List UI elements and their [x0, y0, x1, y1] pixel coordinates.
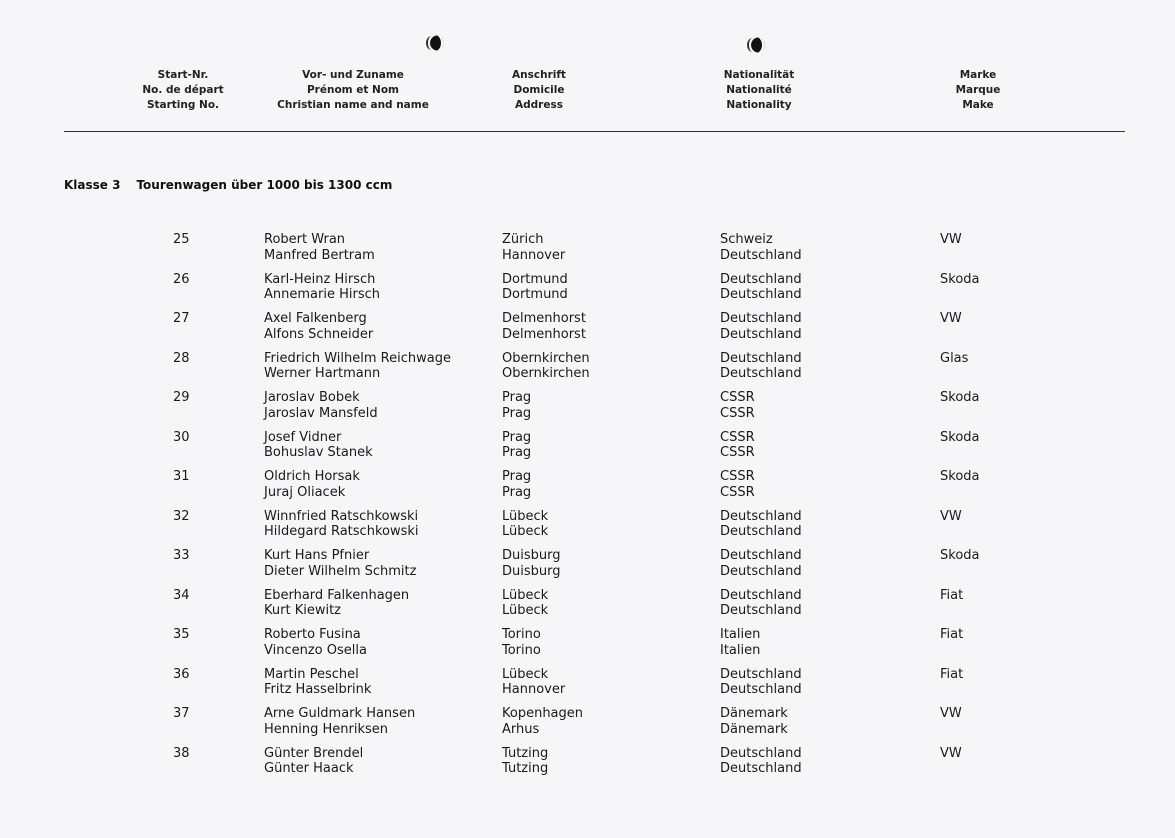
driver-names — [264, 746, 363, 777]
start-number — [173, 351, 190, 367]
header-line: Anschrift — [512, 69, 566, 81]
addresses-line: Tutzing — [502, 745, 549, 761]
nationalities — [720, 627, 760, 658]
addresses — [502, 232, 565, 263]
car-make-line: Glas — [940, 350, 969, 366]
header-line: Christian name and name — [277, 99, 429, 111]
entry-row — [0, 311, 1175, 351]
start-number-line: 26 — [173, 271, 190, 287]
addresses-line: Prag — [502, 469, 532, 484]
addresses-line: Lübeck — [502, 508, 549, 524]
header-line: Domicile — [513, 84, 565, 96]
car-make — [940, 469, 980, 485]
driver-names — [264, 588, 409, 619]
addresses-line: Lübeck — [502, 666, 549, 682]
driver-names-line: Jaroslav Bobek — [264, 390, 360, 405]
car-make-line: VW — [940, 706, 962, 721]
entry-row — [0, 667, 1175, 707]
driver-names-line: Karl-Heinz Hirsch — [264, 271, 376, 287]
car-make — [940, 588, 963, 604]
start-number-line: 36 — [173, 666, 190, 682]
driver-names-line: Hildegard Ratschkowski — [264, 524, 419, 539]
nationalities-line: Deutschland — [720, 603, 802, 618]
nationalities — [720, 469, 755, 500]
nationalities — [720, 667, 802, 698]
addresses — [502, 509, 548, 540]
nationalities — [720, 548, 802, 579]
header-address — [489, 68, 589, 113]
driver-names-line: Manfred Bertram — [264, 247, 375, 263]
start-number — [173, 588, 190, 604]
driver-names-line: Axel Falkenberg — [264, 311, 367, 326]
addresses-line: Tutzing — [502, 761, 549, 776]
nationalities-line: Deutschland — [720, 587, 802, 603]
punch-hole-left — [428, 34, 444, 52]
driver-names-line: Jaroslav Mansfeld — [264, 405, 378, 421]
car-make — [940, 390, 980, 406]
addresses — [502, 746, 548, 777]
addresses-line: Lübeck — [502, 524, 549, 539]
driver-names — [264, 430, 373, 461]
addresses — [502, 430, 531, 461]
start-number — [173, 706, 190, 722]
addresses-line: Lübeck — [502, 603, 549, 618]
nationalities-line: Deutschland — [720, 247, 802, 263]
start-number-line: 32 — [173, 508, 190, 524]
addresses-line: Obernkirchen — [502, 350, 590, 366]
start-number-line: 31 — [173, 469, 190, 484]
addresses — [502, 311, 586, 342]
addresses-line: Duisburg — [502, 548, 561, 563]
header-line: Vor- und Zuname — [302, 69, 404, 81]
driver-names-line: Kurt Hans Pfnier — [264, 548, 370, 563]
nationalities-line: Deutschland — [720, 548, 802, 563]
header-name — [268, 68, 438, 113]
car-make — [940, 311, 962, 327]
nationalities — [720, 272, 802, 303]
header-line: No. de départ — [142, 84, 224, 96]
driver-names-line: Dieter Wilhelm Schmitz — [264, 563, 417, 579]
driver-names — [264, 232, 375, 263]
start-number — [173, 627, 190, 643]
addresses-line: Hannover — [502, 247, 566, 263]
addresses-line: Prag — [502, 484, 532, 500]
entry-row — [0, 627, 1175, 667]
car-make — [940, 627, 963, 643]
driver-names-line: Annemarie Hirsch — [264, 287, 380, 302]
nationalities-line: Schweiz — [720, 232, 773, 247]
header-line: Start-Nr. — [157, 69, 209, 81]
addresses-line: Dortmund — [502, 271, 568, 287]
nationalities-line: Deutschland — [720, 761, 802, 776]
header-line: Nationality — [726, 99, 792, 111]
addresses-line: Zürich — [502, 232, 544, 247]
addresses-line: Delmenhorst — [502, 311, 586, 326]
start-number-line: 27 — [173, 311, 190, 326]
driver-names-line: Fritz Hasselbrink — [264, 682, 372, 697]
addresses-line: Kopenhagen — [502, 706, 584, 721]
start-number — [173, 548, 190, 564]
start-number — [173, 667, 190, 683]
start-number-line: 38 — [173, 745, 190, 761]
addresses-line: Prag — [502, 429, 532, 445]
nationalities-line: Italien — [720, 627, 761, 642]
start-number — [173, 232, 190, 248]
driver-names — [264, 548, 416, 579]
entry-list — [0, 232, 1175, 785]
nationalities-line: CSSR — [720, 405, 755, 421]
start-number — [173, 469, 190, 485]
class-title: Tourenwagen über 1000 bis 1300 ccm — [136, 178, 393, 192]
driver-names-line: Friedrich Wilhelm Reichwage — [264, 350, 451, 366]
start-number-line: 33 — [173, 548, 190, 563]
car-make — [940, 746, 962, 762]
header-make — [938, 68, 1018, 113]
car-make — [940, 667, 963, 683]
start-number-line: 30 — [173, 429, 190, 445]
nationalities-line: Deutschland — [720, 326, 802, 342]
addresses — [502, 469, 531, 500]
entry-row — [0, 272, 1175, 312]
car-make-line: Skoda — [940, 469, 980, 484]
car-make — [940, 548, 980, 564]
start-number — [173, 430, 190, 446]
header-divider — [64, 131, 1125, 132]
start-number — [173, 272, 190, 288]
nationalities — [720, 351, 802, 382]
addresses — [502, 548, 561, 579]
nationalities — [720, 311, 802, 342]
addresses-line: Prag — [502, 390, 532, 405]
start-number-line: 35 — [173, 627, 190, 642]
addresses — [502, 351, 590, 382]
addresses-line: Torino — [502, 627, 541, 642]
header-line: Prénom et Nom — [306, 84, 400, 96]
driver-names — [264, 509, 419, 540]
addresses-line: Arhus — [502, 721, 540, 737]
entry-row — [0, 351, 1175, 391]
nationalities-line: Dänemark — [720, 721, 788, 737]
addresses-line: Prag — [502, 405, 532, 421]
nationalities-line: CSSR — [720, 484, 755, 500]
entry-row — [0, 509, 1175, 549]
driver-names-line: Günter Brendel — [264, 745, 364, 761]
addresses-line: Obernkirchen — [502, 366, 590, 381]
start-number — [173, 390, 190, 406]
driver-names-line: Oldrich Horsak — [264, 469, 360, 484]
car-make-line: Skoda — [940, 271, 980, 287]
car-make-line: VW — [940, 232, 962, 247]
driver-names-line: Eberhard Falkenhagen — [264, 587, 410, 603]
header-line: Nationalität — [723, 69, 795, 81]
driver-names — [264, 706, 415, 737]
start-number-line: 37 — [173, 706, 190, 721]
header-line: Starting No. — [146, 99, 220, 111]
driver-names-line: Juraj Oliacek — [264, 484, 346, 500]
driver-names-line: Günter Haack — [264, 761, 354, 776]
car-make-line: VW — [940, 745, 962, 761]
nationalities-line: Deutschland — [720, 666, 802, 682]
car-make — [940, 351, 968, 367]
driver-names — [264, 627, 367, 658]
nationalities-line: Deutschland — [720, 682, 802, 697]
entry-row — [0, 430, 1175, 470]
nationalities — [720, 430, 755, 461]
nationalities — [720, 706, 788, 737]
nationalities-line: Deutschland — [720, 311, 802, 326]
addresses — [502, 272, 568, 303]
driver-names-line: Kurt Kiewitz — [264, 603, 341, 618]
addresses — [502, 706, 583, 737]
class-heading — [64, 178, 408, 192]
driver-names-line: Bohuslav Stanek — [264, 445, 373, 460]
start-number-line: 34 — [173, 587, 190, 603]
start-number — [173, 311, 190, 327]
entry-row — [0, 469, 1175, 509]
car-make-line: Skoda — [940, 548, 980, 563]
driver-names — [264, 311, 373, 342]
addresses — [502, 667, 565, 698]
driver-names-line: Vincenzo Osella — [264, 642, 367, 658]
class-label: Klasse 3 — [64, 178, 121, 192]
driver-names-line: Winnfried Ratschkowski — [264, 508, 419, 524]
addresses-line: Dortmund — [502, 287, 568, 302]
nationalities-line: CSSR — [720, 429, 755, 445]
driver-names-line: Werner Hartmann — [264, 366, 381, 381]
start-number-line: 29 — [173, 390, 190, 405]
entry-row — [0, 706, 1175, 746]
car-make-line: Fiat — [940, 666, 964, 682]
nationalities-line: Italien — [720, 642, 761, 658]
addresses-line: Prag — [502, 445, 532, 460]
nationalities — [720, 746, 802, 777]
nationalities-line: Deutschland — [720, 366, 802, 381]
nationalities-line: CSSR — [720, 445, 755, 460]
nationalities-line: Deutschland — [720, 745, 802, 761]
addresses-line: Lübeck — [502, 587, 549, 603]
driver-names-line: Roberto Fusina — [264, 627, 361, 642]
driver-names-line: Josef Vidner — [264, 429, 342, 445]
nationalities — [720, 390, 755, 421]
nationalities — [720, 509, 802, 540]
start-number-line: 25 — [173, 232, 190, 247]
nationalities-line: Deutschland — [720, 271, 802, 287]
car-make — [940, 706, 962, 722]
start-number — [173, 746, 190, 762]
car-make-line: Fiat — [940, 627, 964, 642]
driver-names-line: Alfons Schneider — [264, 326, 374, 342]
driver-names-line: Arne Guldmark Hansen — [264, 706, 416, 721]
driver-names-line: Robert Wran — [264, 232, 346, 247]
entry-row — [0, 548, 1175, 588]
header-line: Address — [515, 99, 563, 111]
entry-row — [0, 746, 1175, 786]
nationalities — [720, 232, 802, 263]
header-line: Make — [962, 99, 994, 111]
car-make — [940, 272, 980, 288]
addresses-line: Torino — [502, 642, 541, 658]
nationalities-line: Deutschland — [720, 563, 802, 579]
car-make — [940, 430, 980, 446]
nationalities-line: CSSR — [720, 469, 755, 484]
driver-names — [264, 272, 380, 303]
header-line: Marque — [955, 84, 1001, 96]
header-start-no — [123, 68, 243, 113]
car-make-line: Skoda — [940, 390, 980, 405]
start-number — [173, 509, 190, 525]
car-make — [940, 232, 962, 248]
entry-row — [0, 390, 1175, 430]
driver-names — [264, 351, 451, 382]
header-nationality — [704, 68, 814, 113]
car-make — [940, 509, 962, 525]
driver-names-line: Henning Henriksen — [264, 721, 388, 737]
car-make-line: Skoda — [940, 429, 980, 445]
driver-names — [264, 469, 360, 500]
car-make-line: VW — [940, 508, 962, 524]
nationalities-line: Deutschland — [720, 508, 802, 524]
nationalities — [720, 588, 802, 619]
addresses-line: Hannover — [502, 682, 566, 697]
entry-row — [0, 588, 1175, 628]
driver-names — [264, 667, 371, 698]
nationalities-line: Deutschland — [720, 350, 802, 366]
addresses — [502, 390, 531, 421]
addresses — [502, 588, 548, 619]
nationalities-line: Deutschland — [720, 524, 802, 539]
addresses-line: Duisburg — [502, 563, 561, 579]
nationalities-line: Deutschland — [720, 287, 802, 302]
addresses — [502, 627, 541, 658]
nationalities-line: Dänemark — [720, 706, 788, 721]
driver-names-line: Martin Peschel — [264, 666, 359, 682]
car-make-line: VW — [940, 311, 962, 326]
header-line: Marke — [959, 69, 997, 81]
driver-names — [264, 390, 378, 421]
addresses-line: Delmenhorst — [502, 326, 586, 342]
start-number-line: 28 — [173, 350, 190, 366]
entry-row — [0, 232, 1175, 272]
header-line: Nationalité — [726, 84, 792, 96]
punch-hole-right — [749, 36, 765, 54]
car-make-line: Fiat — [940, 587, 964, 603]
nationalities-line: CSSR — [720, 390, 755, 405]
